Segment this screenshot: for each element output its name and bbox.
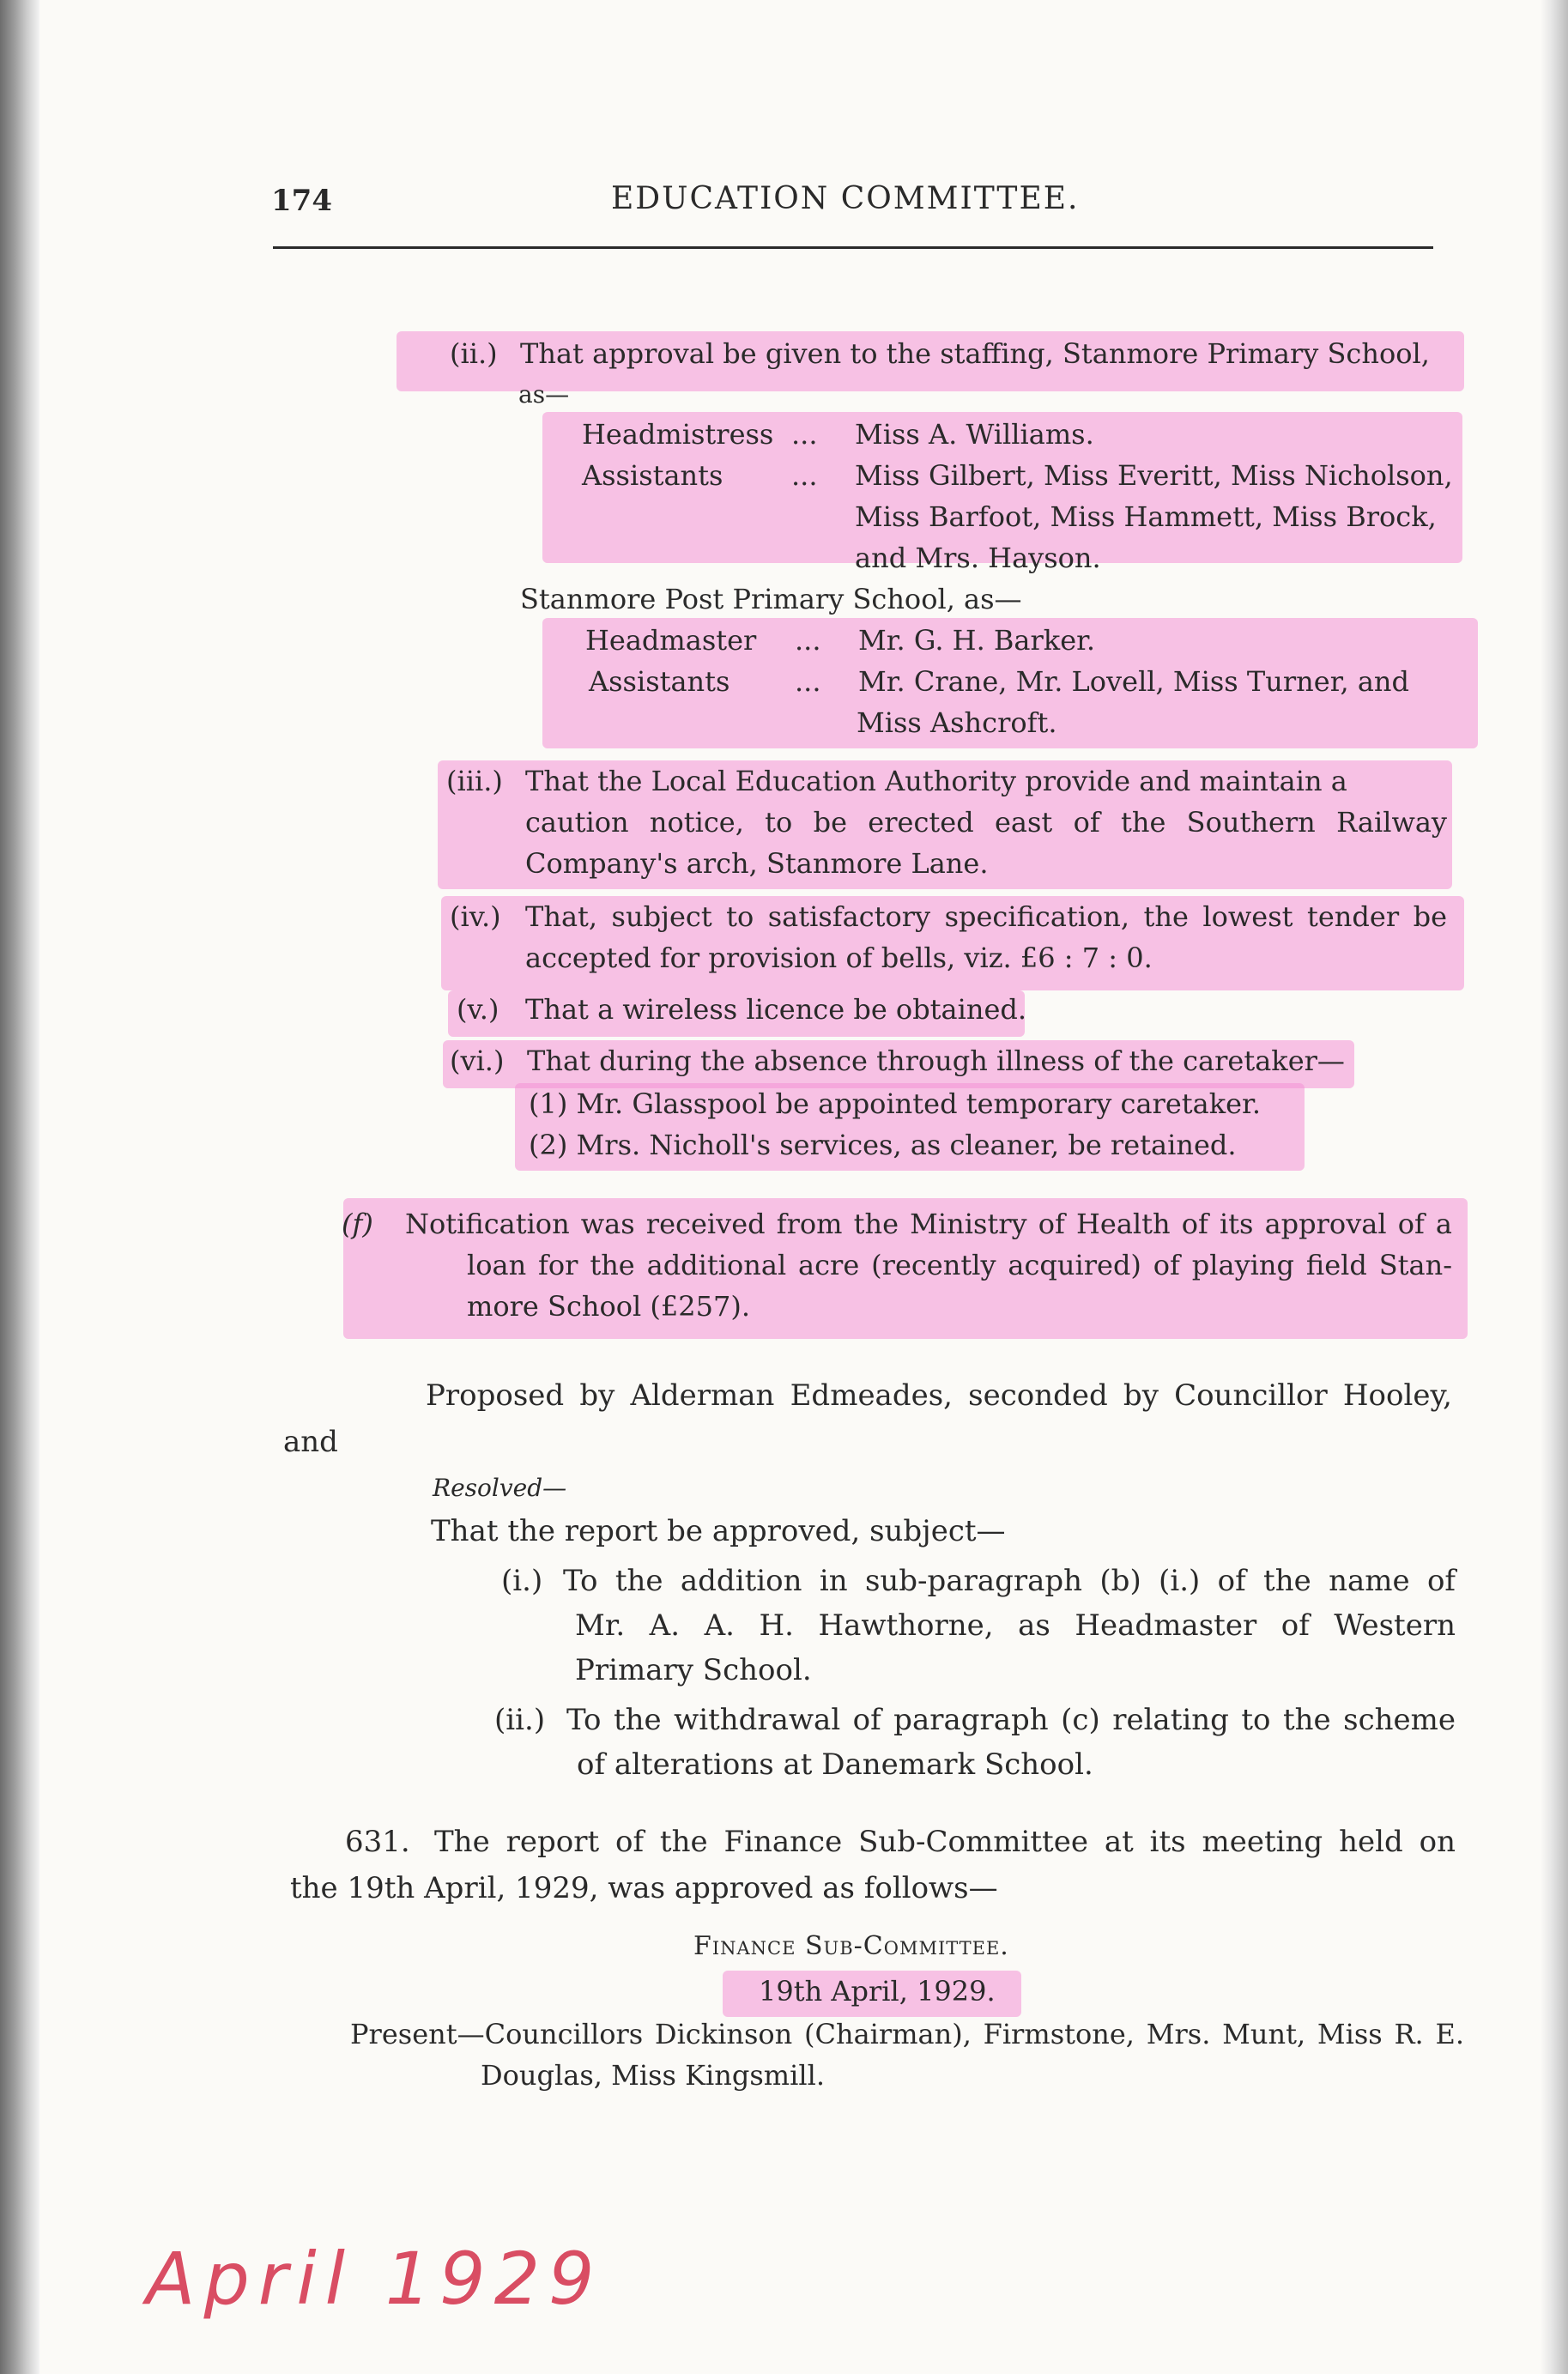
resolved-heading: Resolved— <box>433 1474 567 1502</box>
minute-text: the 19th April, 1929, was approved as follows— <box>290 1871 998 1905</box>
book-gutter-shadow <box>0 0 39 2374</box>
present-list: Douglas, Miss Kingsmill. <box>481 2059 825 2092</box>
minute-number: 631. <box>345 1825 410 1859</box>
clause-text: Company's arch, Stanmore Lane. <box>525 847 989 880</box>
list-item: (1) Mr. Glasspool be appointed temporary caretaker. <box>529 1087 1261 1120</box>
page-title: EDUCATION COMMITTEE. <box>611 181 1080 216</box>
clause-text: Mr. A. A. H. Hawthorne, as Headmaster of Western <box>575 1608 1456 1643</box>
header-rule <box>273 246 1433 249</box>
clause-text: That approval be given to the staffing, Stanmore Primary School, <box>520 337 1430 370</box>
staff-names: Mr. G. H. Barker. <box>858 624 1096 657</box>
list-item: (2) Mrs. Nicholl's services, as cleaner, be retained. <box>529 1129 1237 1161</box>
staff-role: Assistants <box>589 665 730 698</box>
clause-text: That the Local Education Authority provide and maintain a <box>525 765 1347 797</box>
resolution-text: That the report be approved, subject— <box>431 1514 1006 1548</box>
staff-dots: ... <box>795 665 821 698</box>
staff-names: Miss A. Williams. <box>855 418 1094 451</box>
clause-label: (vi.) <box>450 1045 505 1077</box>
clause-text: of alterations at Danemark School. <box>577 1747 1093 1782</box>
clause-label: (iv.) <box>450 900 501 933</box>
staff-names: Miss Ashcroft. <box>857 706 1057 739</box>
clause-text: as— <box>518 380 570 409</box>
staff-role: Assistants <box>582 459 723 492</box>
clause-text: That during the absence through illness of the caretaker— <box>527 1045 1345 1077</box>
clause-text: That, subject to satisfactory specification, the lowest tender be <box>525 900 1447 933</box>
page-number: 174 <box>271 184 332 218</box>
page-edge-shadow <box>1541 0 1568 2374</box>
present-list: Present—Councillors Dickinson (Chairman), Firmstone, Mrs. Munt, Miss R. E. <box>350 2018 1464 2050</box>
clause-text: Notification was received from the Ministry of Health of its approval of a <box>405 1208 1452 1240</box>
clause-label: (ii.) <box>450 337 498 370</box>
clause-text: That a wireless licence be obtained. <box>525 993 1027 1026</box>
clause-label: (ii.) <box>494 1703 546 1737</box>
subcommittee-heading: Finance Sub-Committee. <box>693 1931 1009 1961</box>
minute-text: The report of the Finance Sub-Committee at its meeting held on <box>434 1825 1456 1859</box>
staff-role: Headmaster <box>585 624 757 657</box>
clause-text: caution notice, to be erected east of the Southern Railway <box>525 806 1447 839</box>
clause-label: (i.) <box>501 1564 543 1598</box>
clause-text: To the withdrawal of paragraph (c) relating to the scheme <box>566 1703 1456 1737</box>
staff-names: Miss Gilbert, Miss Everitt, Miss Nicholson, <box>855 459 1453 492</box>
clause-text: loan for the additional acre (recently acquired) of playing field Stan- <box>467 1249 1452 1281</box>
clause-text: Primary School. <box>575 1653 812 1687</box>
handwritten-note: April 1929 <box>146 2237 603 2321</box>
staff-names: Miss Barfoot, Miss Hammett, Miss Brock, <box>855 500 1437 533</box>
clause-text: Stanmore Post Primary School, as— <box>520 583 1022 615</box>
clause-text: accepted for provision of bells, viz. £6 : 7 : 0. <box>525 942 1153 974</box>
staff-dots: ... <box>791 418 818 451</box>
staff-names: Mr. Crane, Mr. Lovell, Miss Turner, and <box>858 665 1409 698</box>
clause-label: (f) <box>342 1208 373 1240</box>
clause-label: (v.) <box>457 993 499 1026</box>
staff-dots: ... <box>791 459 818 492</box>
proposed-text: Proposed by Alderman Edmeades, seconded by Councillor Hooley, <box>426 1378 1452 1413</box>
clause-text: To the addition in sub-paragraph (b) (i.) of the name of <box>563 1564 1456 1598</box>
staff-names: and Mrs. Hayson. <box>855 542 1101 574</box>
staff-dots: ... <box>795 624 821 657</box>
staff-role: Headmistress <box>582 418 774 451</box>
and-text: and <box>283 1425 338 1459</box>
meeting-date: 19th April, 1929. <box>759 1975 996 2008</box>
clause-label: (iii.) <box>446 765 503 797</box>
clause-text: more School (£257). <box>467 1290 750 1323</box>
